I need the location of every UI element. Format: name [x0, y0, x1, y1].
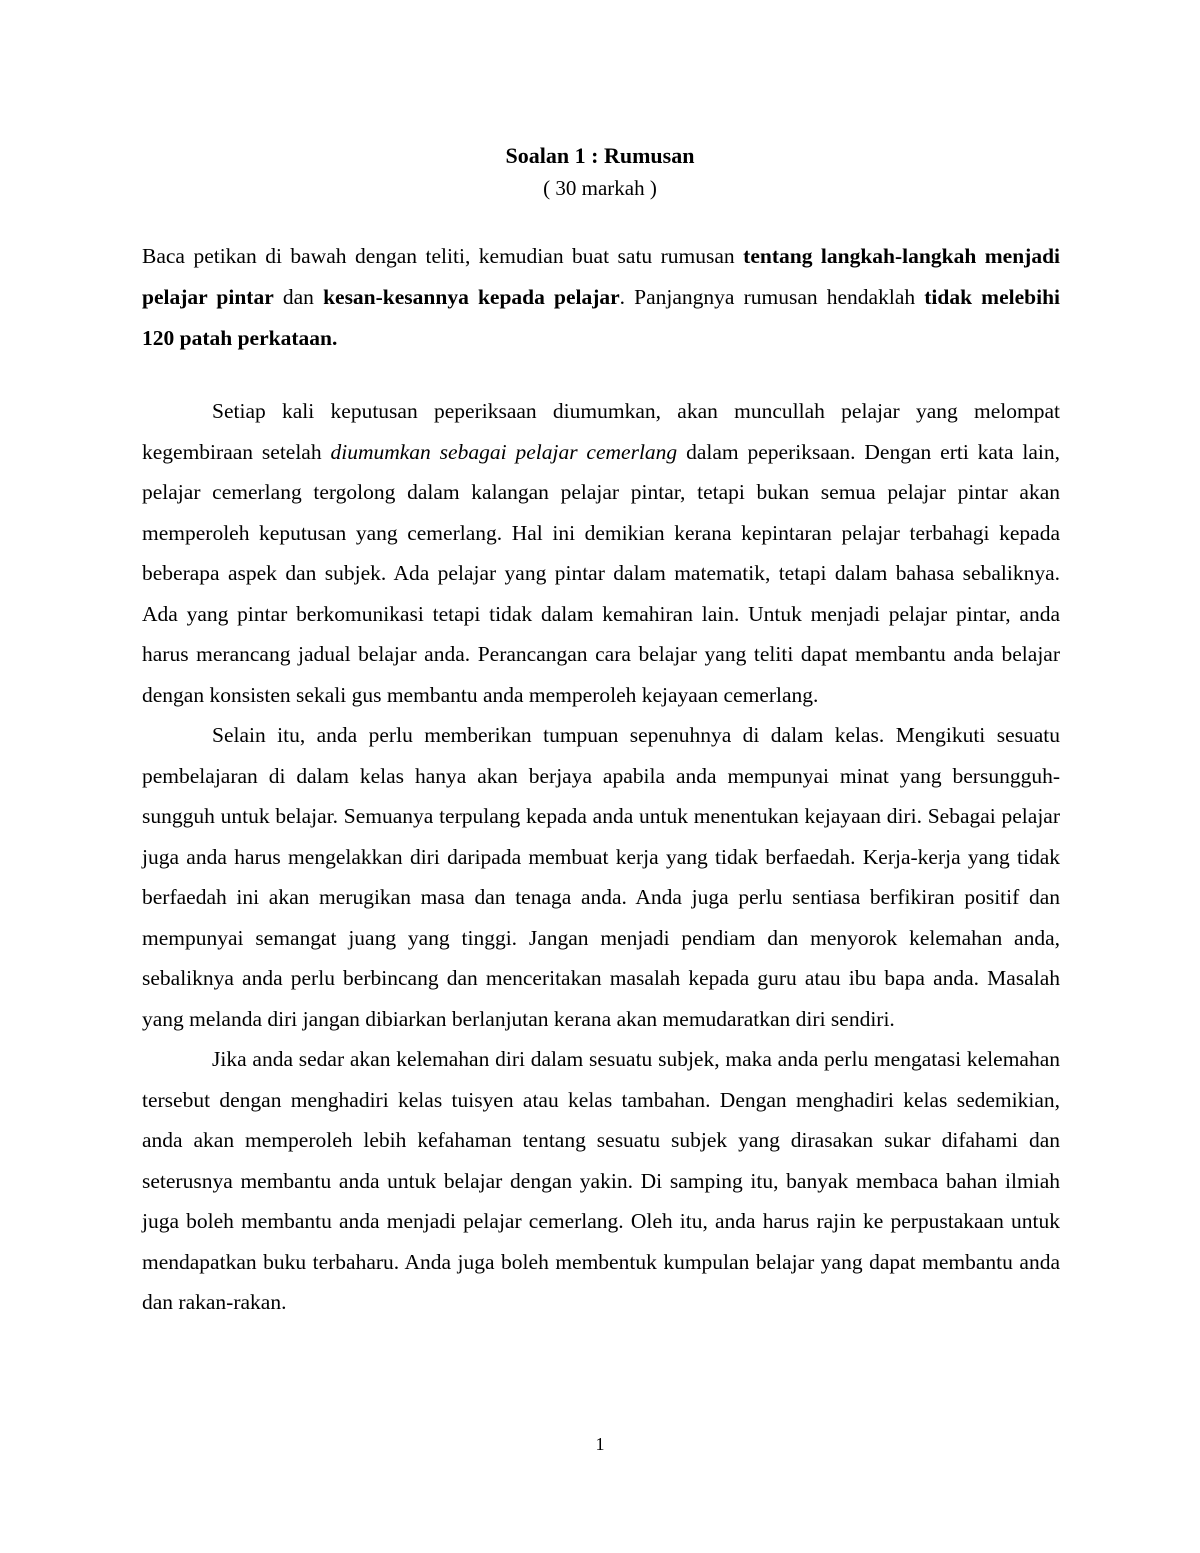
- passage-paragraph-1-text-b: dalam peperiksaan. Dengan erti kata lain, pelajar cemerlang tergolong dalam kalangan pelajar pintar, tetapi bukan semua pelajar pintar akan memperoleh keputusan yang cemerlang. Hal ini demikian kerana kepintaran pelajar terbahagi kepada beberapa aspek dan subjek. Ada pelajar yang pintar dalam matematik, tetapi dalam bahasa sebaliknya. Ada yang pintar berkomunikasi tetapi tidak dalam kemahiran lain. Untuk menjadi pelajar pintar, anda harus merancang jadual belajar anda. Perancangan cara belajar yang teliti dapat membantu anda belajar dengan konsisten sekali gus membantu anda memperoleh kejayaan cemerlang.: [142, 439, 1060, 707]
- passage-paragraph-1-italic: diumumkan sebagai pelajar cemerlang: [330, 439, 678, 464]
- instruction-bold-topic: tentang langkah-langkah menjadi pelajar pintar: [142, 244, 1060, 309]
- instruction-bold-limit: tidak melebihi 120 patah perkataan.: [142, 285, 1061, 350]
- instruction-paragraph: [142, 236, 1060, 359]
- marks-label: ( 30 markah ): [543, 176, 657, 200]
- instruction-bold-effects: kesan-kesannya kepada pelajar: [323, 285, 620, 309]
- instruction-text: [142, 236, 1060, 359]
- instruction-text-2: dan: [273, 285, 324, 309]
- passage: [142, 391, 1060, 1323]
- instruction-text-1: Baca petikan di bawah dengan teliti, kemudian buat satu rumusan: [142, 244, 744, 268]
- passage-paragraph-3: Jika anda sedar akan kelemahan diri dalam sesuatu subjek, maka anda perlu mengatasi kelemahan tersebut dengan menghadiri kelas tuisyen atau kelas tambahan. Dengan menghadiri kelas sedemikian, anda akan memperoleh lebih kefahaman tentang sesuatu subjek yang dirasakan sukar difahami dan seterusnya membantu anda untuk belajar dengan yakin. Di samping itu, banyak membaca bahan ilmiah juga boleh membantu anda menjadi pelajar cemerlang. Oleh itu, anda harus rajin ke perpustakaan untuk mendapatkan buku terbaharu. Anda juga boleh membentuk kumpulan belajar yang dapat membantu anda dan rakan-rakan.: [142, 1047, 1060, 1314]
- passage-paragraph-2: Selain itu, anda perlu memberikan tumpuan sepenuhnya di dalam kelas. Mengikuti sesuatu pembelajaran di dalam kelas hanya akan berjaya apabila anda mempunyai minat yang bersungguh-sungguh untuk belajar. Semuanya terpulang kepada anda untuk menentukan kejayaan diri. Sebagai pelajar juga anda harus mengelakkan diri daripada membuat kerja yang tidak berfaedah. Kerja-kerja yang tidak berfaedah ini akan merugikan masa dan tenaga anda. Anda juga perlu sentiasa berfikiran positif dan mempunyai semangat juang yang tinggi. Jangan menjadi pendiam dan menyorok kelemahan anda, sebaliknya anda perlu berbincang dan menceritakan masalah kepada guru atau ibu bapa anda. Masalah yang melanda diri jangan dibiarkan berlanjutan kerana akan memudaratkan diri sendiri.: [142, 723, 1060, 1031]
- page-number: 1: [595, 1434, 605, 1454]
- passage-paragraph-1-text-a: Setiap kali keputusan peperiksaan diumumkan, akan muncullah pelajar yang melompat kegembiraan setelah: [142, 399, 1060, 464]
- question-title: Soalan 1 : Rumusan: [505, 143, 695, 168]
- instruction-text-3: . Panjangnya rumusan hendaklah: [619, 285, 925, 309]
- passage-paragraph-1: [142, 391, 1060, 715]
